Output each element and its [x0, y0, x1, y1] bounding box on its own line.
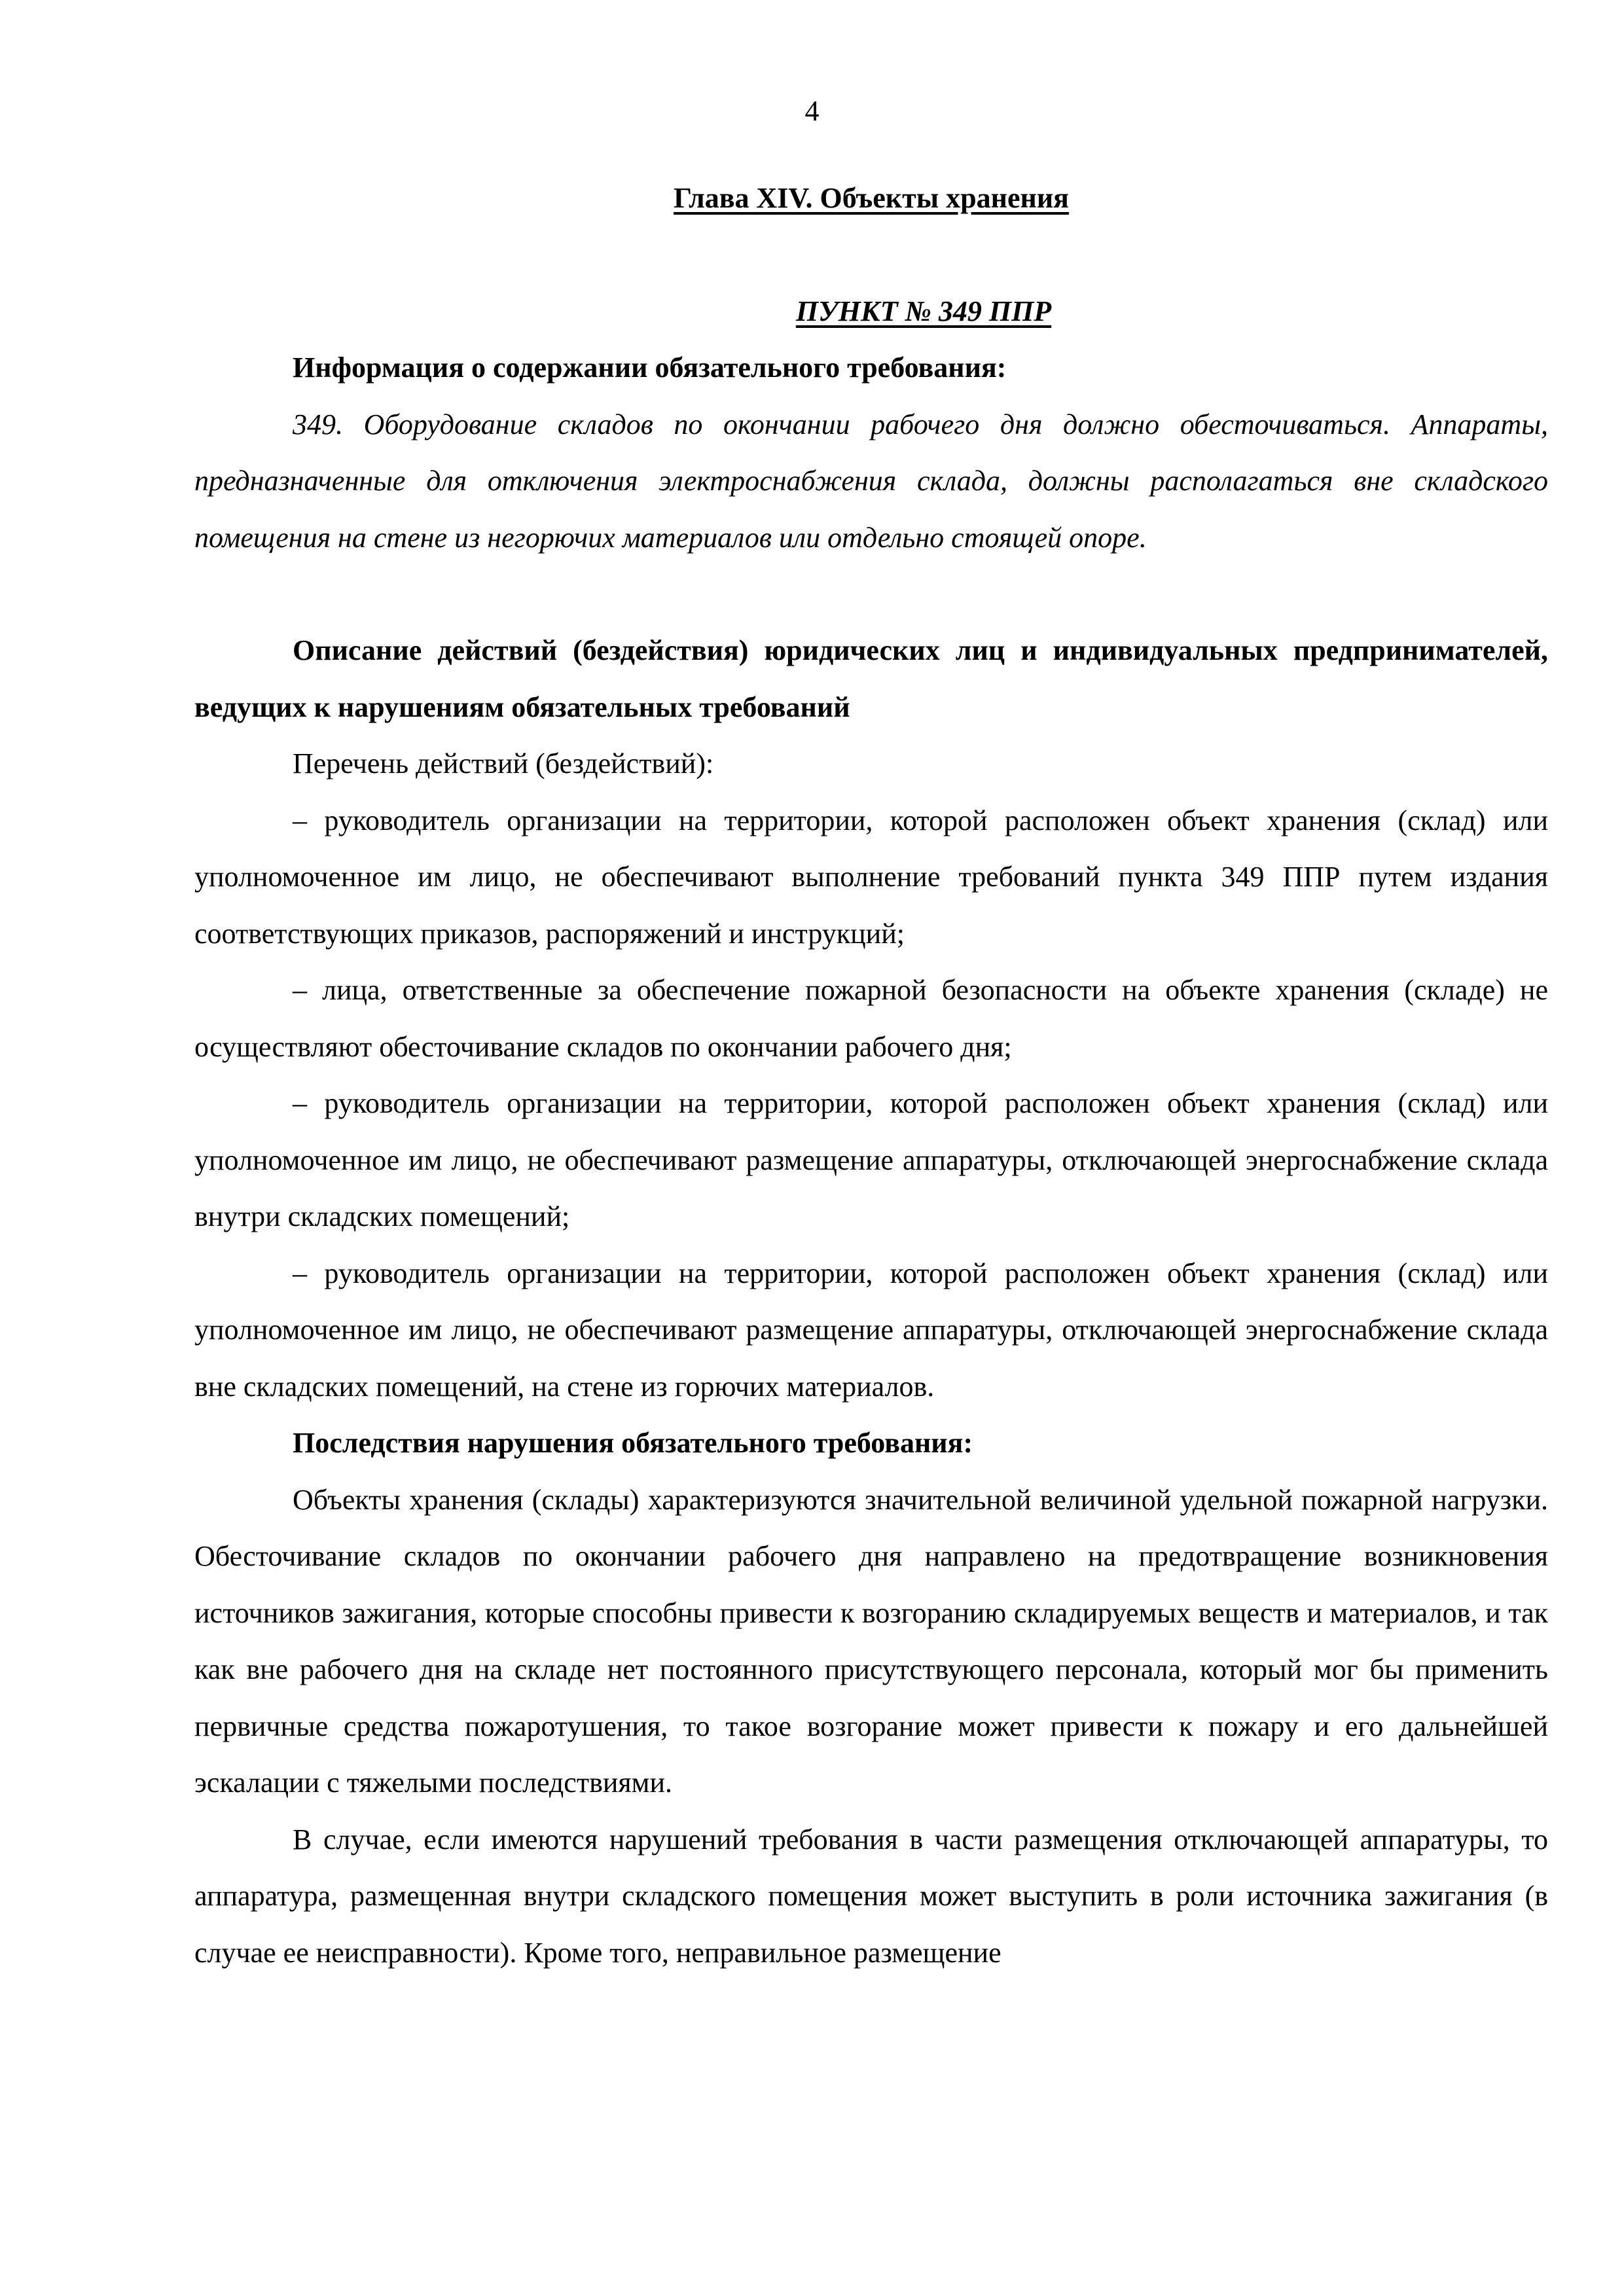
- chapter-title-text: Глава XIV. Объекты хранения: [674, 182, 1069, 214]
- info-heading: Информация о содержании обязательного требования:: [293, 351, 1007, 384]
- action-item: – руководитель организации на территории, которой расположен объект хранения (склад) или уполномоченное им лицо, не обеспечивают размещение аппаратуры, отключающей энергоснабжение склада внутри складских помещений;: [194, 1087, 1548, 1232]
- action-item: – руководитель организации на территории, которой расположен объект хранения (склад) или уполномоченное им лицо, не обеспечивают размещение аппаратуры, отключающей энергоснабжение склада вне складских помещений, на стене из горючих материалов.: [194, 1257, 1548, 1403]
- actions-intro: Перечень действий (бездействий):: [293, 747, 714, 780]
- point-title: [194, 283, 1548, 340]
- action-item: – руководитель организации на территории, которой расположен объект хранения (склад) или уполномоченное им лицо, не обеспечивают выполнение требований пункта 349 ППР путем издания соответствующих приказов, распоряжений и инструкций;: [194, 804, 1548, 950]
- section-spacer: [194, 566, 1548, 622]
- requirement-text: 349. Оборудование складов по окончании рабочего дня должно обесточиваться. Аппараты, предназначенные для отключения электроснабжения склада, должны располагаться вне складского помещения на стене из негорючих материалов или отдельно стоящей опоре.: [194, 408, 1548, 554]
- document-body: [194, 170, 1548, 1981]
- consequences-paragraph: Объекты хранения (склады) характеризуются значительной величиной удельной пожарной нагрузки. Обесточивание складов по окончании рабочего дня направлено на предотвращение возникновения источников зажигания, которые способны привести к возгоранию складируемых веществ и материалов, и так как вне рабочего дня на складе нет постоянного присутствующего персонала, который мог бы применить первичные средства пожаротушения, то такое возгорание может привести к пожару и его дальнейшей эскалации с тяжелыми последствиями.: [194, 1483, 1548, 1799]
- point-title-text: ПУНКТ № 349 ППР: [795, 295, 1052, 327]
- actions-heading: Описание действий (бездействия) юридических лиц и индивидуальных предпринимателей, ведущих к нарушениям обязательных требований: [194, 634, 1548, 723]
- page-number: 4: [804, 95, 820, 127]
- action-item: – лица, ответственные за обеспечение пожарной безопасности на объекте хранения (складе) не осуществляют обесточивание складов по окончании рабочего дня;: [194, 974, 1548, 1063]
- consequences-paragraph: В случае, если имеются нарушений требования в части размещения отключающей аппаратуры, то аппаратура, размещенная внутри складского помещения может выступить в роли источника зажигания (в случае ее неисправности). Кроме того, неправильное размещение: [194, 1823, 1548, 1969]
- chapter-title: [194, 170, 1548, 227]
- consequences-heading: Последствия нарушения обязательного требования:: [293, 1427, 973, 1459]
